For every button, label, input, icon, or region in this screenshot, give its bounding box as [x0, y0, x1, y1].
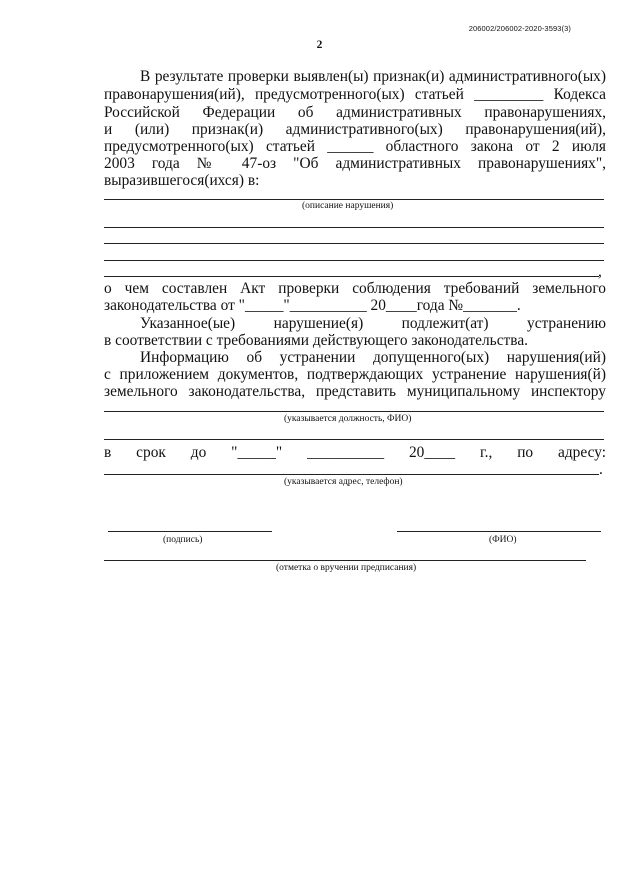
- act-line-2: законодательства от "_____"__________ 20____года №_______.: [104, 297, 521, 314]
- position-rule-2: [104, 439, 604, 440]
- period: .: [599, 461, 603, 478]
- violation-rule-2: [104, 227, 604, 228]
- para3-line-1: Информацию об устранении допущенного(ых) нарушения(ий): [140, 349, 606, 366]
- caption-fio: (ФИО): [489, 535, 517, 545]
- para3-line-2: с приложением документов, подтверждающих устранение нарушения(й): [104, 366, 606, 383]
- delivery-rule: [104, 560, 586, 561]
- signature-rule: [108, 531, 272, 532]
- para1-line-3: Российской Федерации об административных правонарушениях,: [104, 104, 606, 121]
- para3-line-3: земельного законодательства, представить муниципальному инспектору: [104, 383, 606, 400]
- address-rule: [104, 474, 599, 475]
- caption-violation: (описание нарушения): [302, 201, 394, 211]
- caption-signature: (подпись): [163, 535, 203, 545]
- position-rule: [104, 411, 604, 412]
- caption-address: (указывается адрес, телефон): [284, 477, 403, 487]
- page-number: 2: [316, 39, 323, 51]
- para1-line-7: выразившегося(ихся) в:: [104, 172, 260, 189]
- caption-delivery: (отметка о вручении предписания): [276, 563, 417, 573]
- para2-line-2: в соответствии с требованиями действующего законодательства.: [104, 332, 528, 349]
- violation-rule-1: [104, 199, 604, 200]
- para1-line-1: В результате проверки выявлен(ы) признак(и) административного(ых): [140, 68, 606, 85]
- caption-position: (указывается должность, ФИО): [284, 414, 412, 424]
- comma: ,: [598, 263, 602, 280]
- fio-rule: [397, 531, 601, 532]
- para1-line-2: правонарушения(ий), предусмотренного(ых) статьей _________ Кодекса: [104, 86, 606, 103]
- violation-rule-3: [104, 243, 604, 244]
- act-line-1: о чем составлен Акт проверки соблюдения требований земельного: [104, 280, 606, 297]
- violation-rule-5: [104, 276, 599, 277]
- deadline-line: в срок до "_____" __________ 20____ г., по адресу:: [104, 444, 606, 461]
- document-id: 206002/206002-2020-3593(3): [468, 24, 571, 33]
- para2-line-1: Указанное(ые) нарушение(я) подлежит(ат) устранению: [140, 315, 606, 332]
- para1-line-5: предусмотренного(ых) статьей ______ областного закона от 2 июля: [104, 138, 606, 155]
- para1-line-6: 2003 года № 47-оз "Об административных правонарушениях",: [104, 155, 606, 172]
- violation-rule-4: [104, 260, 604, 261]
- para1-line-4: и (или) признак(и) административного(ых) правонарушения(ий),: [104, 121, 606, 138]
